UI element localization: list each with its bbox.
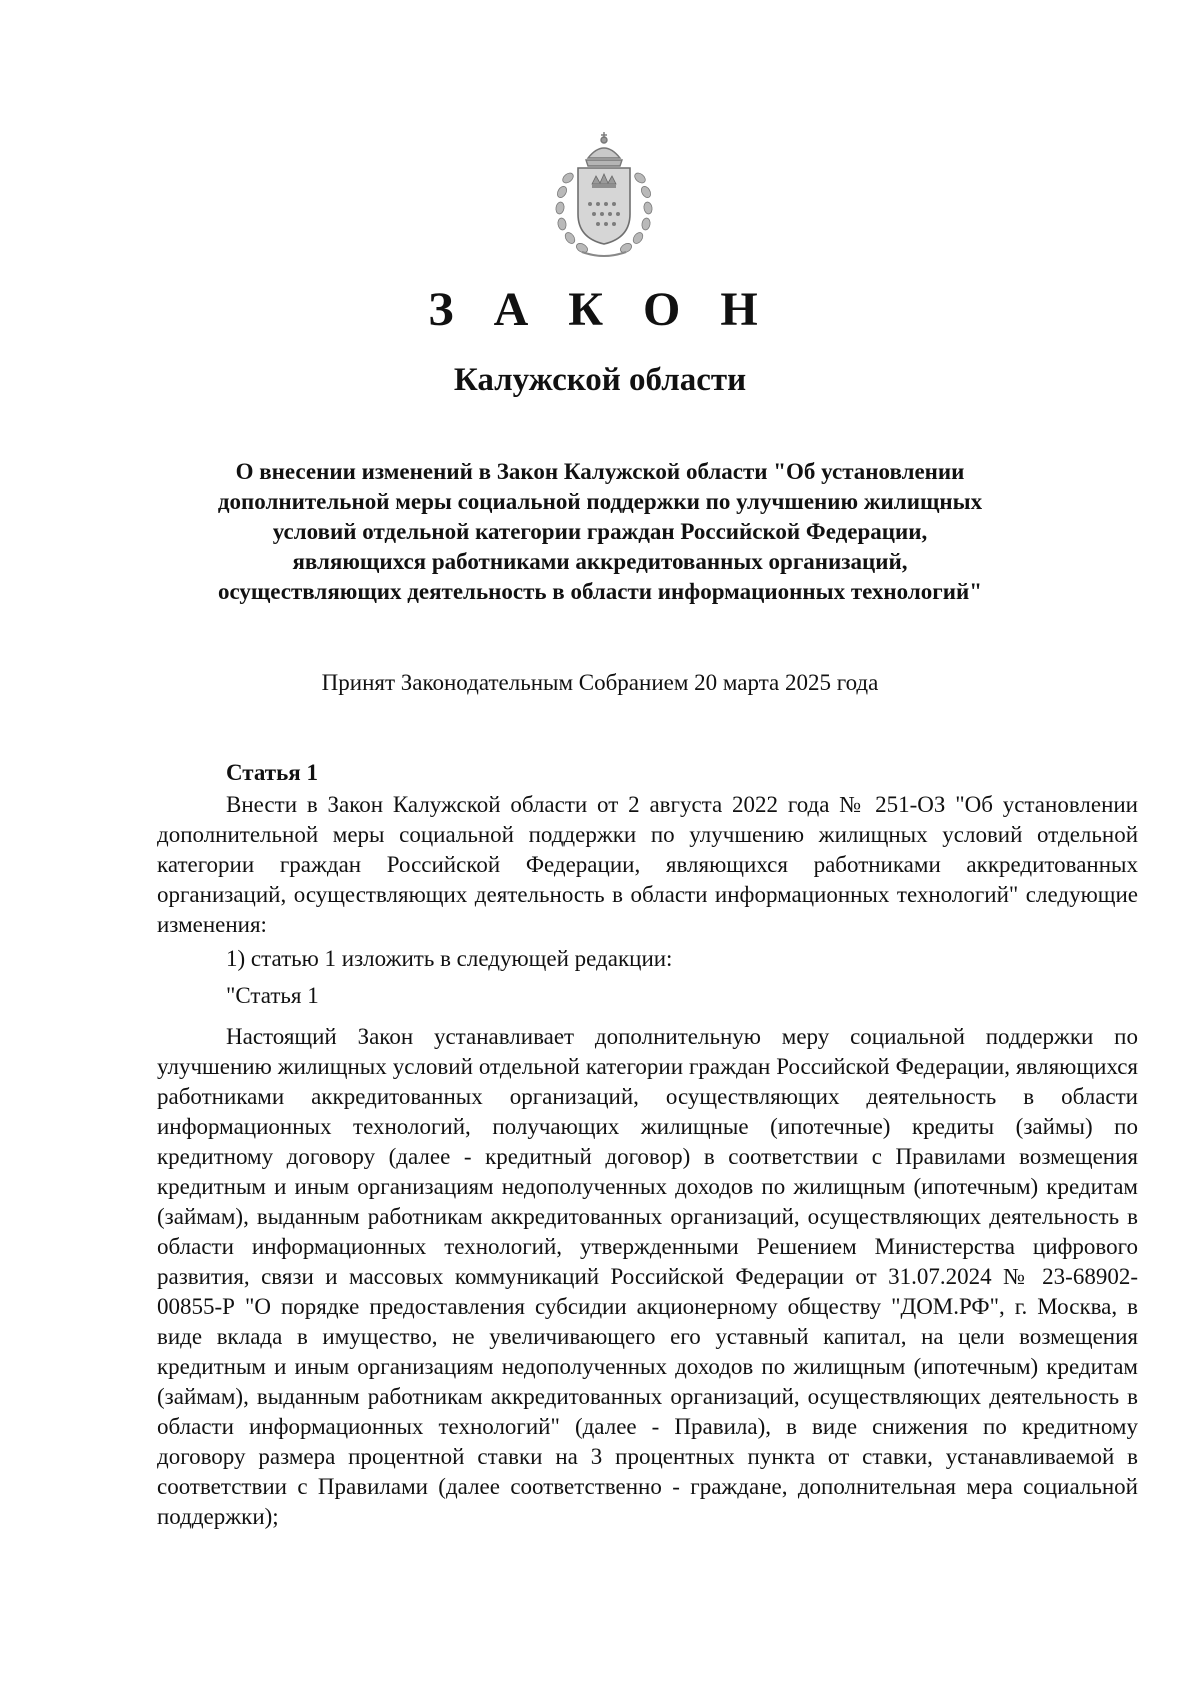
- heading-line: условий отдельной категории граждан Российской Федерации,: [272, 519, 928, 544]
- paragraph-text: "Статья 1: [226, 983, 319, 1008]
- paragraph-text: Внести в Закон Калужской области от 2 августа 2022 года № 251-ОЗ "Об установлении дополнительной меры социальной поддержки по улучшению жилищных условий отдельной категории граждан Российской Федерации, являющихся работниками аккредитованных организаций, осуществляющих деятельность в области информационных технологий" следующие изменения:: [157, 792, 1138, 937]
- adoption-date-line: Принят Законодательным Собранием 20 марта 2025 года: [321, 670, 879, 695]
- law-heading: [150, 457, 1050, 607]
- region-subtitle: Калужской области: [453, 362, 747, 398]
- article-intro-paragraph: [157, 790, 1138, 940]
- law-title: З А К О Н: [428, 283, 772, 336]
- article-title: Статья 1: [226, 760, 318, 785]
- paragraph-text: 1) статью 1 изложить в следующей редакции:: [226, 946, 673, 971]
- heading-line: осуществляющих деятельность в области информационных технологий": [217, 579, 983, 604]
- heading-line: дополнительной меры социальной поддержки по улучшению жилищных: [217, 489, 983, 514]
- quoted-article-paragraph: [157, 1022, 1138, 1532]
- heading-line: являющихся работниками аккредитованных организаций,: [292, 549, 908, 574]
- heading-line: О внесении изменений в Закон Калужской области "Об установлении: [235, 459, 965, 484]
- amendment-item: [157, 944, 1138, 974]
- paragraph-text: Настоящий Закон устанавливает дополнительную меру социальной поддержки по улучшению жилищных условий отдельной категории граждан Российской Федерации, являющихся работниками аккредитованных организаций, осуществляющих деятельность в области информационных технологий, получающих жилищные (ипотечные) кредиты (займы) по кредитному договору (далее - кредитный договор) в соответствии с Правилами возмещения кредитным и иным организациям недополученных доходов по жилищным (ипотечным) кредитам (займам), выданным работникам аккредитованных организаций, осуществляющих деятельность в области информационных технологий, утвержденными Решением Министерства цифрового развития, связи и массовых коммуникаций Российской Федерации от 31.07.2024 № 23-68902-00855-Р "О порядке предоставления субсидии акционерному обществу "ДОМ.РФ", г. Москва, в виде вклада в имущество, не увеличивающего его уставный капитал, на цели возмещения кредитным и иным организациям недополученных доходов по жилищным (ипотечным) кредитам (займам), выданным работникам аккредитованных организаций, осуществляющих деятельность в области информационных технологий" (далее - Правила), в виде снижения по кредитному договору размера процентной ставки на 3 процентных пункта от ставки, устанавливаемой в соответствии с Правилами (далее соответственно - граждане, дополнительная мера социальной поддержки);: [157, 1024, 1138, 1529]
- coat-of-arms-icon: [548, 128, 660, 260]
- quoted-article-title: [157, 981, 1138, 1011]
